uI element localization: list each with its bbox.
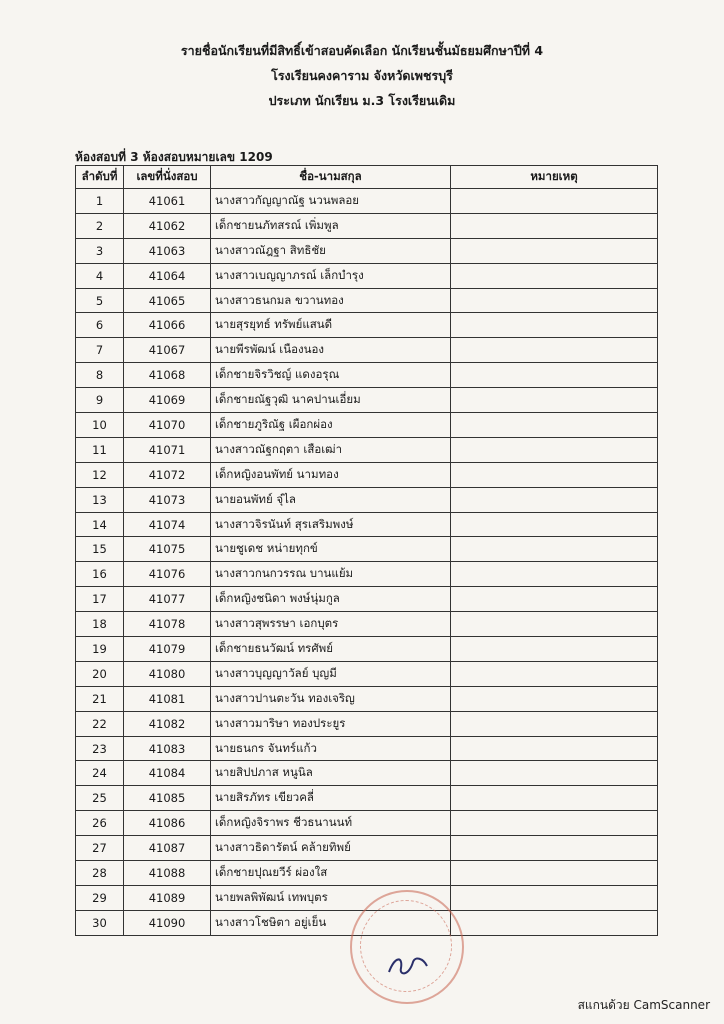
row-remark xyxy=(451,861,658,886)
row-order: 5 xyxy=(76,288,124,313)
row-order: 13 xyxy=(76,487,124,512)
row-remark xyxy=(451,587,658,612)
row-order: 7 xyxy=(76,338,124,363)
row-seat-number: 41079 xyxy=(124,637,211,662)
table-row xyxy=(76,363,658,388)
row-order: 15 xyxy=(76,537,124,562)
row-order: 30 xyxy=(76,910,124,935)
row-seat-number: 41068 xyxy=(124,363,211,388)
row-order: 21 xyxy=(76,686,124,711)
row-full-name: นายสิปปภาส หนูนิล xyxy=(211,761,451,786)
row-full-name: นางสาวณัฐกฤตา เสือเฒ่า xyxy=(211,437,451,462)
table-row xyxy=(76,661,658,686)
table-row xyxy=(76,861,658,886)
table-row xyxy=(76,562,658,587)
row-full-name: นายธนกร จันทร์แก้ว xyxy=(211,736,451,761)
camscanner-footer: สแกนด้วย CamScanner xyxy=(577,998,710,1012)
row-full-name: นายสิรภัทร เขียวคลี่ xyxy=(211,786,451,811)
row-full-name: เด็กหญิงชนิดา พงษ์นุ่มกูล xyxy=(211,587,451,612)
row-seat-number: 41062 xyxy=(124,213,211,238)
table-row xyxy=(76,736,658,761)
header-category: ประเภท นักเรียน ม.3 โรงเรียนเดิม xyxy=(268,93,456,108)
row-seat-number: 41070 xyxy=(124,413,211,438)
row-remark xyxy=(451,711,658,736)
row-full-name: เด็กชายจิรวิชญ์ แดงอรุณ xyxy=(211,363,451,388)
table-row xyxy=(76,413,658,438)
row-remark xyxy=(451,736,658,761)
row-seat-number: 41082 xyxy=(124,711,211,736)
signature-mark xyxy=(385,950,431,980)
table-row xyxy=(76,686,658,711)
row-order: 28 xyxy=(76,861,124,886)
row-seat-number: 41090 xyxy=(124,910,211,935)
row-full-name: นางสาวปานตะวัน ทองเจริญ xyxy=(211,686,451,711)
row-full-name: นางสาวกนกวรรณ บานแย้ม xyxy=(211,562,451,587)
row-order: 29 xyxy=(76,885,124,910)
row-order: 11 xyxy=(76,437,124,462)
table-body xyxy=(76,189,658,936)
row-order: 8 xyxy=(76,363,124,388)
row-full-name: นางสาวธิดารัตน์ คล้ายทิพย์ xyxy=(211,836,451,861)
row-remark xyxy=(451,487,658,512)
row-remark xyxy=(451,612,658,637)
row-full-name: เด็กหญิงอนพัทย์ นามทอง xyxy=(211,462,451,487)
row-seat-number: 41071 xyxy=(124,437,211,462)
table-header-row xyxy=(76,166,658,189)
row-full-name: เด็กชายธนวัฒน์ ทรศัพย์ xyxy=(211,637,451,662)
row-seat-number: 41067 xyxy=(124,338,211,363)
table-row xyxy=(76,836,658,861)
table-row xyxy=(76,462,658,487)
row-order: 18 xyxy=(76,612,124,637)
row-seat-number: 41069 xyxy=(124,388,211,413)
row-order: 4 xyxy=(76,263,124,288)
row-order: 22 xyxy=(76,711,124,736)
row-remark xyxy=(451,910,658,935)
row-remark xyxy=(451,313,658,338)
row-order: 1 xyxy=(76,189,124,214)
row-remark xyxy=(451,562,658,587)
row-order: 16 xyxy=(76,562,124,587)
row-remark xyxy=(451,213,658,238)
row-remark xyxy=(451,885,658,910)
table-row xyxy=(76,786,658,811)
row-seat-number: 41066 xyxy=(124,313,211,338)
row-order: 3 xyxy=(76,238,124,263)
row-seat-number: 41089 xyxy=(124,885,211,910)
row-full-name: เด็กชายปุณยวีร์ ผ่องใส xyxy=(211,861,451,886)
table-row xyxy=(76,711,658,736)
row-remark xyxy=(451,238,658,263)
table-row xyxy=(76,537,658,562)
row-seat-number: 41075 xyxy=(124,537,211,562)
student-table xyxy=(75,165,658,936)
row-remark xyxy=(451,836,658,861)
row-seat-number: 41076 xyxy=(124,562,211,587)
row-remark xyxy=(451,786,658,811)
row-order: 17 xyxy=(76,587,124,612)
row-full-name: นายสุรยุทธ์ ทรัพย์แสนดี xyxy=(211,313,451,338)
row-full-name: นายพลพิพัฒน์ เทพบุตร xyxy=(211,885,451,910)
header-order: ลำดับที่ xyxy=(76,166,124,189)
row-remark xyxy=(451,811,658,836)
row-remark xyxy=(451,388,658,413)
row-seat-number: 41088 xyxy=(124,861,211,886)
row-seat-number: 41077 xyxy=(124,587,211,612)
table-row xyxy=(76,338,658,363)
table-row xyxy=(76,512,658,537)
row-order: 6 xyxy=(76,313,124,338)
table-row xyxy=(76,487,658,512)
header-remark: หมายเหตุ xyxy=(451,166,658,189)
table-row xyxy=(76,238,658,263)
row-remark xyxy=(451,338,658,363)
row-seat-number: 41084 xyxy=(124,761,211,786)
table-row xyxy=(76,612,658,637)
row-full-name: เด็กหญิงจิราพร ชีวธนานนท์ xyxy=(211,811,451,836)
row-order: 9 xyxy=(76,388,124,413)
row-remark xyxy=(451,437,658,462)
table-row xyxy=(76,288,658,313)
table-row xyxy=(76,587,658,612)
row-seat-number: 41064 xyxy=(124,263,211,288)
row-order: 23 xyxy=(76,736,124,761)
row-order: 12 xyxy=(76,462,124,487)
row-remark xyxy=(451,189,658,214)
table-row xyxy=(76,189,658,214)
row-seat-number: 41078 xyxy=(124,612,211,637)
row-order: 19 xyxy=(76,637,124,662)
row-remark xyxy=(451,363,658,388)
row-full-name: นายชูเดช หน่ายทุกข์ xyxy=(211,537,451,562)
row-remark xyxy=(451,413,658,438)
row-order: 20 xyxy=(76,661,124,686)
row-full-name: นางสาวจิรนันท์ สุรเสริมพงษ์ xyxy=(211,512,451,537)
header-full-name: ชื่อ-นามสกุล xyxy=(211,166,451,189)
table-row xyxy=(76,263,658,288)
row-remark xyxy=(451,686,658,711)
row-remark xyxy=(451,637,658,662)
row-seat-number: 41085 xyxy=(124,786,211,811)
row-order: 25 xyxy=(76,786,124,811)
row-order: 27 xyxy=(76,836,124,861)
row-full-name: นางสาวกัญญาณัฐ นวนพลอย xyxy=(211,189,451,214)
row-seat-number: 41074 xyxy=(124,512,211,537)
row-full-name: เด็กชายภูริณัฐ เผือกผ่อง xyxy=(211,413,451,438)
table-row xyxy=(76,811,658,836)
header-school: โรงเรียนคงคาราม จังหวัดเพชรบุรี xyxy=(271,68,453,83)
row-remark xyxy=(451,761,658,786)
row-order: 24 xyxy=(76,761,124,786)
row-full-name: นางสาวธนกมล ขวานทอง xyxy=(211,288,451,313)
row-seat-number: 41083 xyxy=(124,736,211,761)
row-order: 26 xyxy=(76,811,124,836)
table-row xyxy=(76,761,658,786)
table-row xyxy=(76,388,658,413)
row-seat-number: 41061 xyxy=(124,189,211,214)
table-row xyxy=(76,213,658,238)
row-seat-number: 41073 xyxy=(124,487,211,512)
row-full-name: นางสาวโชษิตา อยู่เย็น xyxy=(211,910,451,935)
row-remark xyxy=(451,263,658,288)
document-header xyxy=(0,38,724,113)
row-remark xyxy=(451,288,658,313)
header-title: รายชื่อนักเรียนที่มีสิทธิ์เข้าสอบคัดเลือก นักเรียนชั้นมัธยมศึกษาปีที่ 4 xyxy=(180,43,544,58)
row-seat-number: 41086 xyxy=(124,811,211,836)
row-full-name: นางสาวเบญญาภรณ์ เล็กบำรุง xyxy=(211,263,451,288)
header-seat-number: เลขที่นั่งสอบ xyxy=(124,166,211,189)
row-seat-number: 41087 xyxy=(124,836,211,861)
row-order: 14 xyxy=(76,512,124,537)
row-full-name: นายอนพัทย์ จุ๋ไล xyxy=(211,487,451,512)
row-full-name: นางสาวสุพรรษา เอกบุตร xyxy=(211,612,451,637)
row-remark xyxy=(451,462,658,487)
row-seat-number: 41080 xyxy=(124,661,211,686)
row-full-name: เด็กชายณัฐวุฒิ นาคปานเอี่ยม xyxy=(211,388,451,413)
row-order: 10 xyxy=(76,413,124,438)
row-seat-number: 41081 xyxy=(124,686,211,711)
row-full-name: นางสาวมาริษา ทองประยูร xyxy=(211,711,451,736)
row-order: 2 xyxy=(76,213,124,238)
row-remark xyxy=(451,661,658,686)
table-row xyxy=(76,437,658,462)
row-seat-number: 41063 xyxy=(124,238,211,263)
row-remark xyxy=(451,537,658,562)
row-full-name: เด็กชายนภัทสรณ์ เพิ่มพูล xyxy=(211,213,451,238)
table-row xyxy=(76,637,658,662)
row-full-name: นายพีรพัฒน์ เนืองนอง xyxy=(211,338,451,363)
row-full-name: นางสาวบุญญาวัลย์ บุญมี xyxy=(211,661,451,686)
table-row xyxy=(76,313,658,338)
row-seat-number: 41065 xyxy=(124,288,211,313)
row-remark xyxy=(451,512,658,537)
row-seat-number: 41072 xyxy=(124,462,211,487)
row-full-name: นางสาวณัฎฐา สิทธิชัย xyxy=(211,238,451,263)
room-title: ห้องสอบที่ 3 ห้องสอบหมายเลข 1209 xyxy=(75,150,273,164)
